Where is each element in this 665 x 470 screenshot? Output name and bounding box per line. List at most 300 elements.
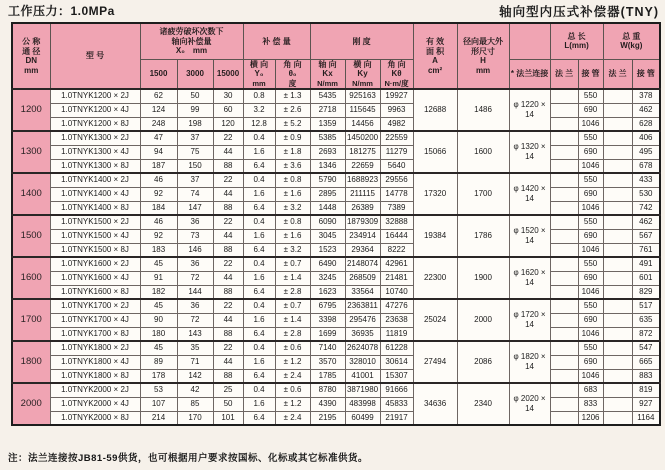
- axial-comp-1500-cell: 91: [140, 271, 177, 285]
- axial-comp-3000-cell: 170: [177, 411, 213, 425]
- lateral-stiffness-cell: 295476: [345, 313, 380, 327]
- table-row: [12, 299, 660, 313]
- axial-comp-1500-cell: 124: [140, 103, 177, 117]
- lateral-comp-cell: 0.8: [243, 89, 275, 103]
- angular-stiffness-cell: 5640: [380, 159, 413, 173]
- model-cell: 1.0TNYK1800 × 2J: [50, 341, 140, 355]
- effective-area-cell: 12688: [413, 89, 457, 131]
- axial-comp-15000-cell: 44: [213, 271, 243, 285]
- product-title: 轴向型内压式补偿器(TNY): [499, 5, 659, 19]
- axial-comp-3000-cell: 99: [177, 103, 213, 117]
- axial-comp-3000-cell: 85: [177, 397, 213, 411]
- sub-header-weight-flange: 法 兰: [603, 59, 632, 89]
- angular-stiffness-cell: 8222: [380, 243, 413, 257]
- weight-flange-cell: [603, 173, 632, 187]
- angular-comp-cell: ± 0.6: [275, 341, 310, 355]
- dn-cell: 1700: [12, 299, 50, 341]
- axial-comp-15000-cell: 50: [213, 397, 243, 411]
- axial-comp-1500-cell: 182: [140, 285, 177, 299]
- axial-stiffness-cell: 2195: [310, 411, 345, 425]
- sub-header-cycles-3000: 3000: [177, 59, 213, 89]
- table-row: [12, 187, 660, 201]
- lateral-comp-cell: 6.4: [243, 285, 275, 299]
- length-pipe-cell: 1046: [578, 285, 603, 299]
- length-pipe-cell: 550: [578, 215, 603, 229]
- weight-flange-cell: [603, 285, 632, 299]
- axial-comp-1500-cell: 92: [140, 187, 177, 201]
- lateral-stiffness-cell: 29364: [345, 243, 380, 257]
- length-pipe-cell: 550: [578, 299, 603, 313]
- weight-pipe-cell: 628: [632, 117, 660, 131]
- table-row: [12, 215, 660, 229]
- weight-flange-cell: [603, 411, 632, 425]
- weight-pipe-cell: 927: [632, 397, 660, 411]
- axial-comp-3000-cell: 147: [177, 201, 213, 215]
- weight-pipe-cell: 1164: [632, 411, 660, 425]
- axial-comp-15000-cell: 88: [213, 159, 243, 173]
- angular-comp-cell: ± 1.4: [275, 313, 310, 327]
- lateral-stiffness-cell: 1879309: [345, 215, 380, 229]
- model-cell: 1.0TNYK1400 × 2J: [50, 173, 140, 187]
- lateral-comp-cell: 0.4: [243, 383, 275, 397]
- length-pipe-cell: 1046: [578, 327, 603, 341]
- lateral-stiffness-cell: 14456: [345, 117, 380, 131]
- table-row: [12, 117, 660, 131]
- weight-pipe-cell: 433: [632, 173, 660, 187]
- axial-comp-3000-cell: 75: [177, 145, 213, 159]
- lateral-stiffness-cell: 115645: [345, 103, 380, 117]
- lateral-comp-cell: 1.6: [243, 355, 275, 369]
- axial-comp-1500-cell: 53: [140, 383, 177, 397]
- axial-comp-1500-cell: 45: [140, 341, 177, 355]
- weight-flange-cell: [603, 341, 632, 355]
- model-cell: 1.0TNYK1300 × 8J: [50, 159, 140, 173]
- angular-stiffness-cell: 42961: [380, 257, 413, 271]
- axial-stiffness-cell: 5790: [310, 173, 345, 187]
- model-cell: 1.0TNYK2000 × 4J: [50, 397, 140, 411]
- angular-comp-cell: ± 3.2: [275, 243, 310, 257]
- weight-flange-cell: [603, 313, 632, 327]
- length-flange-cell: [550, 383, 578, 397]
- effective-area-cell: 27494: [413, 341, 457, 383]
- radial-dimension-cell: 1786: [457, 215, 509, 257]
- weight-pipe-cell: 462: [632, 103, 660, 117]
- axial-comp-15000-cell: 88: [213, 285, 243, 299]
- axial-stiffness-cell: 3570: [310, 355, 345, 369]
- dn-cell: 1500: [12, 215, 50, 257]
- angular-stiffness-cell: 9963: [380, 103, 413, 117]
- weight-flange-cell: [603, 383, 632, 397]
- weight-flange-cell: [603, 327, 632, 341]
- lateral-comp-cell: 0.4: [243, 173, 275, 187]
- weight-flange-cell: [603, 131, 632, 145]
- lateral-stiffness-cell: 234914: [345, 229, 380, 243]
- axial-comp-3000-cell: 37: [177, 131, 213, 145]
- axial-stiffness-cell: 1346: [310, 159, 345, 173]
- lateral-comp-cell: 1.6: [243, 271, 275, 285]
- effective-area-cell: 15066: [413, 131, 457, 173]
- sub-header-lateral-comp: 横 向 Y₀ mm: [243, 59, 275, 89]
- length-flange-cell: [550, 103, 578, 117]
- axial-comp-1500-cell: 45: [140, 257, 177, 271]
- axial-comp-15000-cell: 88: [213, 243, 243, 257]
- axial-comp-1500-cell: 183: [140, 243, 177, 257]
- axial-comp-15000-cell: 88: [213, 369, 243, 383]
- axial-comp-3000-cell: 36: [177, 257, 213, 271]
- length-flange-cell: [550, 201, 578, 215]
- weight-pipe-cell: 601: [632, 271, 660, 285]
- length-flange-cell: [550, 89, 578, 103]
- angular-comp-cell: ± 1.2: [275, 397, 310, 411]
- axial-comp-1500-cell: 248: [140, 117, 177, 131]
- radial-dimension-cell: 1700: [457, 173, 509, 215]
- angular-stiffness-cell: 11819: [380, 327, 413, 341]
- angular-stiffness-cell: 23638: [380, 313, 413, 327]
- axial-stiffness-cell: 5435: [310, 89, 345, 103]
- axial-comp-15000-cell: 60: [213, 103, 243, 117]
- length-pipe-cell: 690: [578, 313, 603, 327]
- col-header-compensation: 补 偿 量: [243, 23, 310, 59]
- axial-stiffness-cell: 8780: [310, 383, 345, 397]
- weight-pipe-cell: 462: [632, 215, 660, 229]
- effective-area-cell: 34636: [413, 383, 457, 425]
- length-pipe-cell: 1046: [578, 201, 603, 215]
- length-pipe-cell: 550: [578, 257, 603, 271]
- dn-cell: 1300: [12, 131, 50, 173]
- lateral-comp-cell: 0.4: [243, 257, 275, 271]
- length-pipe-cell: 550: [578, 131, 603, 145]
- weight-pipe-cell: 378: [632, 89, 660, 103]
- axial-comp-3000-cell: 71: [177, 355, 213, 369]
- angular-stiffness-cell: 19927: [380, 89, 413, 103]
- length-pipe-cell: 1046: [578, 243, 603, 257]
- angular-stiffness-cell: 30614: [380, 355, 413, 369]
- table-row: [12, 383, 660, 397]
- col-header-radial-dimension: 径向最大外 形尺寸 H mm: [457, 23, 509, 89]
- axial-comp-1500-cell: 46: [140, 215, 177, 229]
- angular-comp-cell: ± 2.8: [275, 327, 310, 341]
- table-row: [12, 397, 660, 411]
- lateral-stiffness-cell: 181275: [345, 145, 380, 159]
- col-header-model: 型 号: [50, 23, 140, 89]
- angular-comp-cell: ± 3.6: [275, 159, 310, 173]
- axial-stiffness-cell: 7140: [310, 341, 345, 355]
- lateral-stiffness-cell: 33564: [345, 285, 380, 299]
- weight-pipe-cell: 567: [632, 229, 660, 243]
- sub-header-weight-pipe: 接 管: [632, 59, 660, 89]
- table-row: [12, 131, 660, 145]
- axial-comp-15000-cell: 22: [213, 341, 243, 355]
- effective-area-cell: 17320: [413, 173, 457, 215]
- axial-comp-15000-cell: 30: [213, 89, 243, 103]
- weight-flange-cell: [603, 159, 632, 173]
- lateral-comp-cell: 6.4: [243, 327, 275, 341]
- axial-comp-3000-cell: 73: [177, 229, 213, 243]
- angular-comp-cell: ± 3.2: [275, 201, 310, 215]
- dn-cell: 1200: [12, 89, 50, 131]
- model-cell: 1.0TNYK1500 × 2J: [50, 215, 140, 229]
- flange-connection-cell: φ 1420 × 14: [509, 173, 550, 215]
- angular-comp-cell: ± 0.7: [275, 257, 310, 271]
- weight-flange-cell: [603, 271, 632, 285]
- length-flange-cell: [550, 243, 578, 257]
- table-body: [12, 89, 660, 425]
- col-header-dn: 公 称 通 径 DN mm: [12, 23, 50, 89]
- model-cell: 1.0TNYK1600 × 2J: [50, 257, 140, 271]
- lateral-comp-cell: 1.6: [243, 145, 275, 159]
- table-row: [12, 313, 660, 327]
- axial-stiffness-cell: 1699: [310, 327, 345, 341]
- weight-flange-cell: [603, 257, 632, 271]
- model-cell: 1.0TNYK1800 × 8J: [50, 369, 140, 383]
- axial-comp-15000-cell: 22: [213, 257, 243, 271]
- radial-dimension-cell: 2000: [457, 299, 509, 341]
- flange-connection-cell: φ 1720 × 14: [509, 299, 550, 341]
- length-flange-cell: [550, 257, 578, 271]
- effective-area-cell: 19384: [413, 215, 457, 257]
- lateral-stiffness-cell: 483998: [345, 397, 380, 411]
- weight-pipe-cell: 829: [632, 285, 660, 299]
- length-flange-cell: [550, 397, 578, 411]
- table-row: [12, 369, 660, 383]
- weight-pipe-cell: 547: [632, 341, 660, 355]
- effective-area-cell: 22300: [413, 257, 457, 299]
- length-flange-cell: [550, 355, 578, 369]
- length-pipe-cell: 550: [578, 341, 603, 355]
- angular-comp-cell: ± 0.6: [275, 383, 310, 397]
- lateral-comp-cell: 12.8: [243, 117, 275, 131]
- axial-comp-1500-cell: 47: [140, 131, 177, 145]
- axial-comp-15000-cell: 44: [213, 229, 243, 243]
- axial-comp-15000-cell: 22: [213, 173, 243, 187]
- radial-dimension-cell: 2340: [457, 383, 509, 425]
- angular-stiffness-cell: 10740: [380, 285, 413, 299]
- table-row: [12, 201, 660, 215]
- angular-stiffness-cell: 45833: [380, 397, 413, 411]
- axial-comp-3000-cell: 74: [177, 187, 213, 201]
- axial-comp-3000-cell: 142: [177, 369, 213, 383]
- length-pipe-cell: 1206: [578, 411, 603, 425]
- axial-comp-1500-cell: 62: [140, 89, 177, 103]
- angular-stiffness-cell: 91666: [380, 383, 413, 397]
- weight-pipe-cell: 819: [632, 383, 660, 397]
- angular-comp-cell: ± 5.2: [275, 117, 310, 131]
- length-flange-cell: [550, 327, 578, 341]
- radial-dimension-cell: 1900: [457, 257, 509, 299]
- angular-comp-cell: ± 1.4: [275, 271, 310, 285]
- angular-comp-cell: ± 1.2: [275, 355, 310, 369]
- flange-connection-cell: φ 1620 × 14: [509, 257, 550, 299]
- axial-comp-1500-cell: 214: [140, 411, 177, 425]
- axial-stiffness-cell: 1359: [310, 117, 345, 131]
- weight-pipe-cell: 406: [632, 131, 660, 145]
- flange-connection-cell: φ 1820 × 14: [509, 341, 550, 383]
- length-pipe-cell: 690: [578, 103, 603, 117]
- flange-connection-cell: φ 2020 × 14: [509, 383, 550, 425]
- axial-comp-3000-cell: 35: [177, 341, 213, 355]
- lateral-stiffness-cell: 26389: [345, 201, 380, 215]
- table-row: [12, 411, 660, 425]
- length-pipe-cell: 1046: [578, 159, 603, 173]
- model-cell: 1.0TNYK2000 × 2J: [50, 383, 140, 397]
- col-header-fatigue-compensation: 诸疲劳破坏次数下 轴向补偿量 X₀ mm: [140, 23, 243, 59]
- lateral-comp-cell: 0.4: [243, 299, 275, 313]
- axial-comp-15000-cell: 101: [213, 411, 243, 425]
- title-bar: [8, 2, 659, 20]
- length-flange-cell: [550, 229, 578, 243]
- axial-comp-1500-cell: 180: [140, 327, 177, 341]
- table-row: [12, 173, 660, 187]
- lateral-comp-cell: 6.4: [243, 411, 275, 425]
- axial-stiffness-cell: 3398: [310, 313, 345, 327]
- sub-header-axial-stiffness: 轴 向 Kx N/mm: [310, 59, 345, 89]
- footer-note: 注：法兰连接按JB81-59供货，也可根据用户要求按国标、化标或其它标准供货。: [8, 453, 368, 464]
- length-pipe-cell: 683: [578, 383, 603, 397]
- angular-comp-cell: ± 1.6: [275, 229, 310, 243]
- axial-comp-15000-cell: 88: [213, 327, 243, 341]
- angular-stiffness-cell: 16444: [380, 229, 413, 243]
- table-row: [12, 145, 660, 159]
- lateral-stiffness-cell: 328010: [345, 355, 380, 369]
- lateral-comp-cell: 1.6: [243, 397, 275, 411]
- angular-comp-cell: ± 2.8: [275, 285, 310, 299]
- model-cell: 1.0TNYK1300 × 2J: [50, 131, 140, 145]
- radial-dimension-cell: 1486: [457, 89, 509, 131]
- lateral-stiffness-cell: 1688923: [345, 173, 380, 187]
- table-row: [12, 341, 660, 355]
- axial-comp-3000-cell: 37: [177, 173, 213, 187]
- model-cell: 1.0TNYK1400 × 4J: [50, 187, 140, 201]
- length-pipe-cell: 833: [578, 397, 603, 411]
- axial-comp-3000-cell: 42: [177, 383, 213, 397]
- col-header-flange-blank: [509, 23, 550, 59]
- axial-comp-1500-cell: 178: [140, 369, 177, 383]
- table-row: [12, 355, 660, 369]
- lateral-stiffness-cell: 60499: [345, 411, 380, 425]
- weight-pipe-cell: 761: [632, 243, 660, 257]
- axial-stiffness-cell: 6490: [310, 257, 345, 271]
- lateral-stiffness-cell: 1450200: [345, 131, 380, 145]
- table-row: [12, 327, 660, 341]
- model-cell: 1.0TNYK1200 × 2J: [50, 89, 140, 103]
- flange-connection-cell: φ 1520 × 14: [509, 215, 550, 257]
- axial-comp-15000-cell: 44: [213, 145, 243, 159]
- model-cell: 1.0TNYK1200 × 4J: [50, 103, 140, 117]
- table-row: [12, 243, 660, 257]
- length-pipe-cell: 690: [578, 355, 603, 369]
- weight-flange-cell: [603, 117, 632, 131]
- angular-comp-cell: ± 1.6: [275, 187, 310, 201]
- length-flange-cell: [550, 187, 578, 201]
- lateral-comp-cell: 1.6: [243, 313, 275, 327]
- lateral-comp-cell: 6.4: [243, 369, 275, 383]
- length-pipe-cell: 690: [578, 229, 603, 243]
- lateral-stiffness-cell: 211115: [345, 187, 380, 201]
- length-pipe-cell: 690: [578, 187, 603, 201]
- axial-comp-3000-cell: 72: [177, 271, 213, 285]
- axial-stiffness-cell: 2693: [310, 145, 345, 159]
- axial-comp-15000-cell: 44: [213, 187, 243, 201]
- model-cell: 1.0TNYK1200 × 8J: [50, 117, 140, 131]
- sub-header-lateral-stiffness: 横 向 Ky N/mm: [345, 59, 380, 89]
- angular-stiffness-cell: 4982: [380, 117, 413, 131]
- weight-flange-cell: [603, 243, 632, 257]
- axial-stiffness-cell: 1448: [310, 201, 345, 215]
- weight-pipe-cell: 491: [632, 257, 660, 271]
- table-row: [12, 89, 660, 103]
- angular-stiffness-cell: 32888: [380, 215, 413, 229]
- axial-comp-15000-cell: 120: [213, 117, 243, 131]
- axial-comp-3000-cell: 36: [177, 215, 213, 229]
- table-row: [12, 229, 660, 243]
- length-flange-cell: [550, 285, 578, 299]
- sub-header-length-pipe: 接 管: [578, 59, 603, 89]
- model-cell: 1.0TNYK1700 × 2J: [50, 299, 140, 313]
- length-pipe-cell: 1046: [578, 369, 603, 383]
- sub-header-length-flange: 法 兰: [550, 59, 578, 89]
- axial-comp-15000-cell: 44: [213, 313, 243, 327]
- radial-dimension-cell: 1600: [457, 131, 509, 173]
- weight-pipe-cell: 635: [632, 313, 660, 327]
- weight-pipe-cell: 495: [632, 145, 660, 159]
- axial-stiffness-cell: 1785: [310, 369, 345, 383]
- angular-stiffness-cell: 47276: [380, 299, 413, 313]
- length-flange-cell: [550, 369, 578, 383]
- axial-comp-3000-cell: 150: [177, 159, 213, 173]
- working-pressure-title: 工作压力：1.0MPa: [8, 4, 115, 18]
- axial-stiffness-cell: 4390: [310, 397, 345, 411]
- weight-pipe-cell: 665: [632, 355, 660, 369]
- angular-comp-cell: ± 1.8: [275, 145, 310, 159]
- axial-comp-3000-cell: 144: [177, 285, 213, 299]
- lateral-comp-cell: 0.4: [243, 341, 275, 355]
- model-cell: 1.0TNYK1800 × 4J: [50, 355, 140, 369]
- weight-pipe-cell: 517: [632, 299, 660, 313]
- table-row: [12, 257, 660, 271]
- lateral-comp-cell: 0.4: [243, 215, 275, 229]
- length-flange-cell: [550, 411, 578, 425]
- model-cell: 1.0TNYK2000 × 8J: [50, 411, 140, 425]
- model-cell: 1.0TNYK1500 × 4J: [50, 229, 140, 243]
- length-flange-cell: [550, 145, 578, 159]
- flange-connection-cell: φ 1320 × 14: [509, 131, 550, 173]
- table-row: [12, 103, 660, 117]
- axial-comp-1500-cell: 184: [140, 201, 177, 215]
- axial-comp-1500-cell: 45: [140, 299, 177, 313]
- dn-cell: 1600: [12, 257, 50, 299]
- col-header-total-length: 总 长 L(mm): [550, 23, 603, 59]
- length-flange-cell: [550, 341, 578, 355]
- sub-header-cycles-15000: 15000: [213, 59, 243, 89]
- angular-comp-cell: ± 1.3: [275, 89, 310, 103]
- length-flange-cell: [550, 131, 578, 145]
- weight-pipe-cell: 872: [632, 327, 660, 341]
- angular-stiffness-cell: 15307: [380, 369, 413, 383]
- axial-stiffness-cell: 5385: [310, 131, 345, 145]
- lateral-stiffness-cell: 41001: [345, 369, 380, 383]
- angular-comp-cell: ± 2.6: [275, 103, 310, 117]
- angular-comp-cell: ± 0.9: [275, 131, 310, 145]
- lateral-stiffness-cell: 36935: [345, 327, 380, 341]
- header-row-groups: [12, 23, 660, 59]
- model-cell: 1.0TNYK1600 × 8J: [50, 285, 140, 299]
- table-row: [12, 271, 660, 285]
- axial-comp-15000-cell: 44: [213, 355, 243, 369]
- length-pipe-cell: 690: [578, 145, 603, 159]
- lateral-stiffness-cell: 925163: [345, 89, 380, 103]
- radial-dimension-cell: 2086: [457, 341, 509, 383]
- weight-flange-cell: [603, 215, 632, 229]
